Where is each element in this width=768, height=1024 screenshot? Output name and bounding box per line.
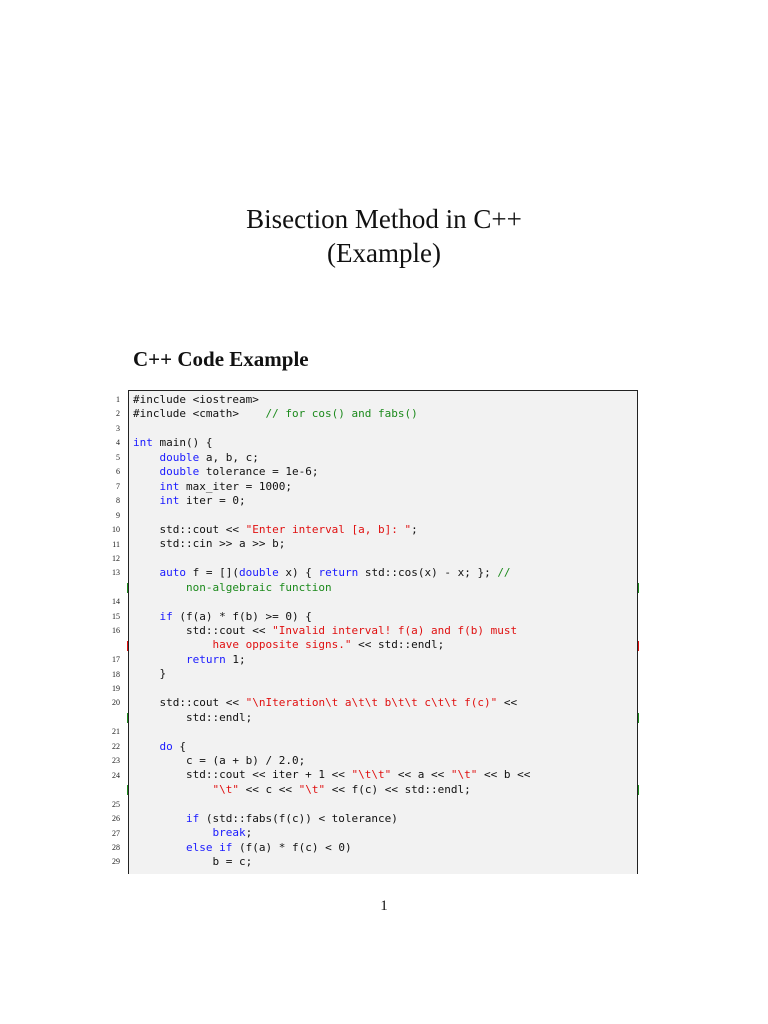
line-number: 4: [116, 438, 120, 448]
code-line: std::cout << "Enter interval [a, b]: ";: [133, 522, 418, 536]
code-line: std::cin >> a >> b;: [133, 537, 286, 551]
line-number: 15: [112, 611, 120, 621]
wrap-marker-right: [638, 583, 639, 593]
code-line: [129, 552, 637, 566]
code-line: b = c;: [133, 855, 253, 868]
wrap-marker-left: [127, 785, 128, 795]
line-number: 27: [112, 828, 120, 838]
line-number: 1: [116, 395, 120, 404]
code-line: #include <cmath> // for cos() and fabs(): [133, 407, 418, 421]
line-number: 25: [112, 799, 120, 809]
code-line-continuation: std::endl;: [133, 710, 253, 724]
code-line: std::cout << "\nIteration\t a\t\t b\t\t c\t\t f(c)" <<: [133, 696, 518, 710]
code-line: return 1;: [185, 652, 246, 666]
line-number: 29: [112, 857, 120, 867]
wrap-marker-right: [638, 785, 639, 795]
wrap-marker-right: [638, 713, 639, 723]
line-number: 2: [116, 409, 120, 419]
line-number: 28: [112, 842, 120, 852]
code-line: do {: [159, 739, 186, 753]
code-line-continuation: have opposite signs." << std::endl;: [133, 638, 445, 652]
line-number: 10: [112, 525, 120, 535]
code-line: double a, b, c;: [159, 450, 259, 464]
page-number: 1: [380, 898, 388, 914]
code-line: [129, 725, 637, 739]
code-line: std::cout << "Invalid interval! f(a) and f(b) must: [133, 624, 518, 637]
line-number: 3: [116, 423, 120, 433]
code-line: [129, 509, 637, 523]
line-number: 9: [116, 510, 120, 520]
line-number: 7: [116, 481, 120, 491]
line-number: 20: [112, 698, 120, 708]
code-line: std::cout << iter + 1 << "\t\t" << a << "\t" << b <<: [133, 768, 531, 782]
code-line: if (f(a) * f(b) >= 0) {: [159, 609, 312, 623]
document-title: [0, 202, 768, 270]
line-number: 26: [112, 814, 120, 824]
line-number: 8: [116, 496, 120, 506]
code-line: if (std::fabs(f(c)) < tolerance): [185, 811, 398, 825]
code-line: }: [133, 667, 167, 681]
line-number: 12: [112, 553, 120, 563]
section-heading: C++ Code Example: [133, 347, 309, 371]
line-number: 23: [112, 756, 120, 766]
line-number: 5: [116, 452, 120, 462]
code-line: int main() {: [133, 436, 213, 450]
line-number: 24: [112, 770, 120, 780]
code-line: double tolerance = 1e-6;: [159, 465, 319, 479]
code-line: [129, 595, 637, 609]
code-line: int max_iter = 1000;: [159, 479, 292, 493]
line-number: 14: [112, 597, 120, 607]
line-number: 19: [112, 684, 120, 693]
line-number: 11: [112, 539, 120, 549]
wrap-marker-left: [127, 713, 128, 723]
title-line-2: (Example): [327, 238, 441, 268]
line-number: 16: [112, 626, 120, 636]
wrap-marker-left: [127, 641, 128, 651]
code-line: c = (a + b) / 2.0;: [133, 753, 306, 767]
code-line-continuation: non-algebraic function: [133, 580, 332, 594]
line-number: 6: [116, 467, 120, 477]
code-line: break;: [212, 826, 253, 840]
wrap-marker-left: [127, 583, 128, 593]
code-listing: [128, 390, 638, 874]
line-number: 13: [112, 568, 120, 578]
line-number: 22: [112, 741, 120, 751]
code-line: else if (f(a) * f(c) < 0): [185, 840, 352, 854]
line-number: 18: [112, 669, 120, 679]
code-line: [129, 797, 637, 811]
code-line: [129, 682, 637, 696]
wrap-marker-right: [638, 641, 639, 651]
title-line-1: Bisection Method in C++: [246, 204, 522, 234]
code-line-continuation: "\t" << c << "\t" << f(c) << std::endl;: [212, 782, 471, 796]
code-line: #include <iostream>: [133, 393, 259, 406]
code-lines: [129, 393, 637, 869]
code-line: int iter = 0;: [159, 494, 246, 508]
code-line: [129, 422, 637, 436]
line-number: 17: [112, 655, 120, 665]
line-number: 21: [112, 727, 120, 737]
code-line: auto f = [](double x) { return std::cos(x) - x; }; //: [159, 566, 511, 580]
